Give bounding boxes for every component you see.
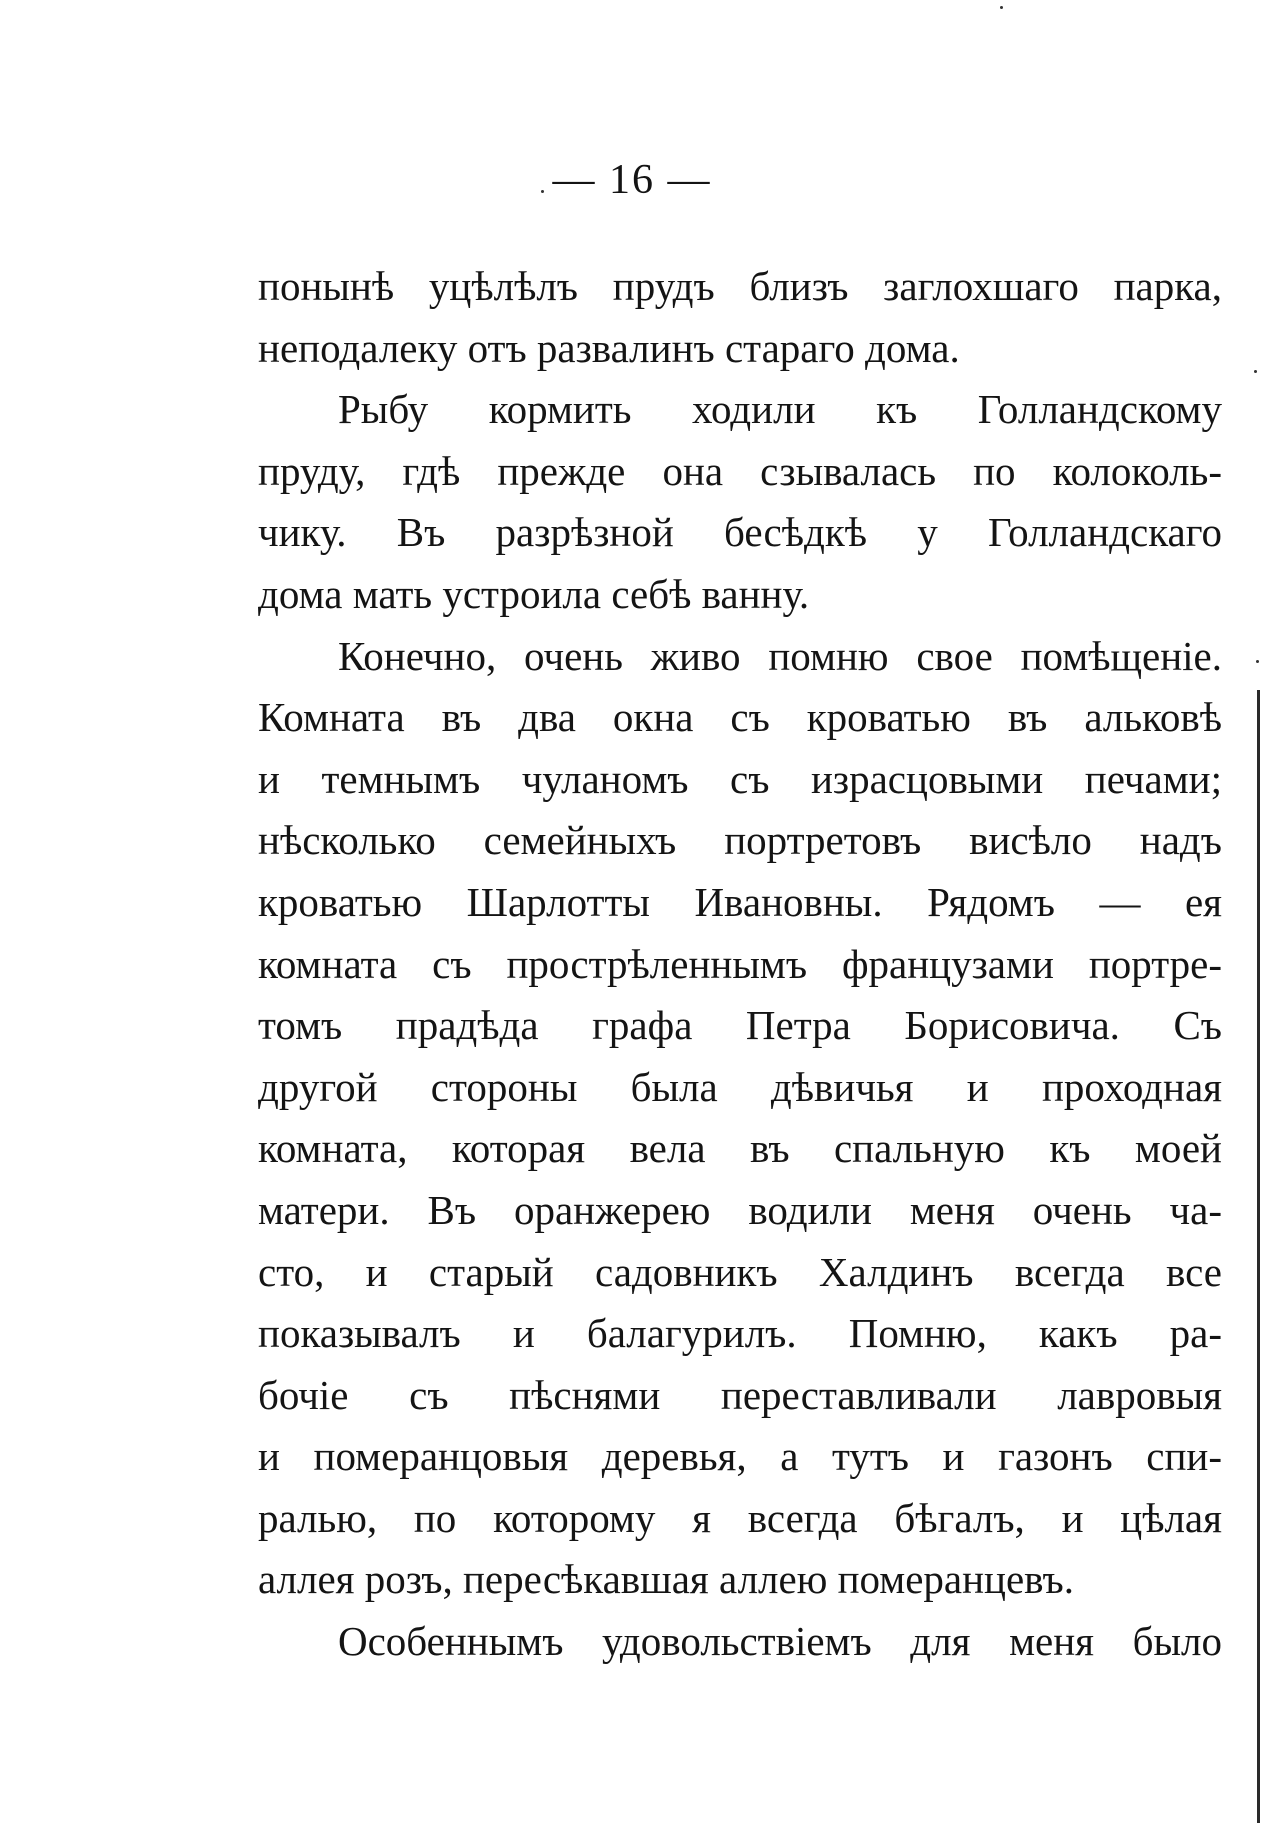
scan-speck xyxy=(1256,660,1259,663)
text-line: комната, которая вела въ спальную къ моей xyxy=(258,1125,1222,1172)
text-line: сто, и старый садовникъ Халдинъ всегда все xyxy=(258,1248,1222,1295)
text-line: понынѣ уцѣлѣлъ прудъ близъ заглохшаго парка, xyxy=(258,263,1222,309)
text-line: и померанцовыя деревья, а тутъ и газонъ спи- xyxy=(258,1433,1222,1480)
text-line: и темнымъ чуланомъ съ израсцовыми печами; xyxy=(258,755,1222,802)
text-line: Конечно, очень живо помню свое помѣщеніе. xyxy=(338,632,1222,679)
text-line: аллея розъ, пересѣкавшая аллею померанцевъ. xyxy=(258,1556,1074,1603)
text-line: неподалеку отъ развалинъ стараго дома. xyxy=(258,324,960,371)
text-line: Особеннымъ удовольствіемъ для меня было xyxy=(338,1618,1222,1665)
scan-speck xyxy=(1000,6,1003,9)
text-line: матери. Въ оранжерею водили меня очень ча- xyxy=(258,1186,1222,1233)
scan-edge-line xyxy=(1257,690,1260,1823)
text-line: показывалъ и балагурилъ. Помню, какъ ра- xyxy=(258,1310,1222,1357)
text-line: нѣсколько семейныхъ портретовъ висѣло надъ xyxy=(258,817,1222,864)
text-line: бочіе съ пѣснями переставливали лавровыя xyxy=(258,1371,1222,1418)
text-line: кроватью Шарлотты Ивановны. Рядомъ — ея xyxy=(258,878,1222,925)
text-line: чику. Въ разрѣзной бесѣдкѣ у Голландскаго xyxy=(258,509,1222,556)
text-line: дома мать устроила себѣ ванну. xyxy=(258,570,810,617)
text-line: томъ прадѣда графа Петра Борисовича. Съ xyxy=(258,1002,1222,1049)
scan-speck xyxy=(541,190,544,193)
text-line: Рыбу кормить ходили къ Голландскому xyxy=(338,386,1222,433)
text-line: ралью, по которому я всегда бѣгалъ, и цѣлая xyxy=(258,1494,1222,1541)
text-line: пруду, гдѣ прежде она сзывалась по колоколь- xyxy=(258,447,1222,494)
text-line: Комната въ два окна съ кроватью въ альковѣ xyxy=(258,694,1222,741)
scan-speck xyxy=(1254,370,1257,373)
text-line: другой стороны была дѣвичья и проходная xyxy=(258,1063,1222,1110)
page-number: — 16 — xyxy=(552,157,712,203)
body-text xyxy=(258,256,1222,1673)
text-line: комната съ прострѣленнымъ французами портре- xyxy=(258,940,1222,987)
